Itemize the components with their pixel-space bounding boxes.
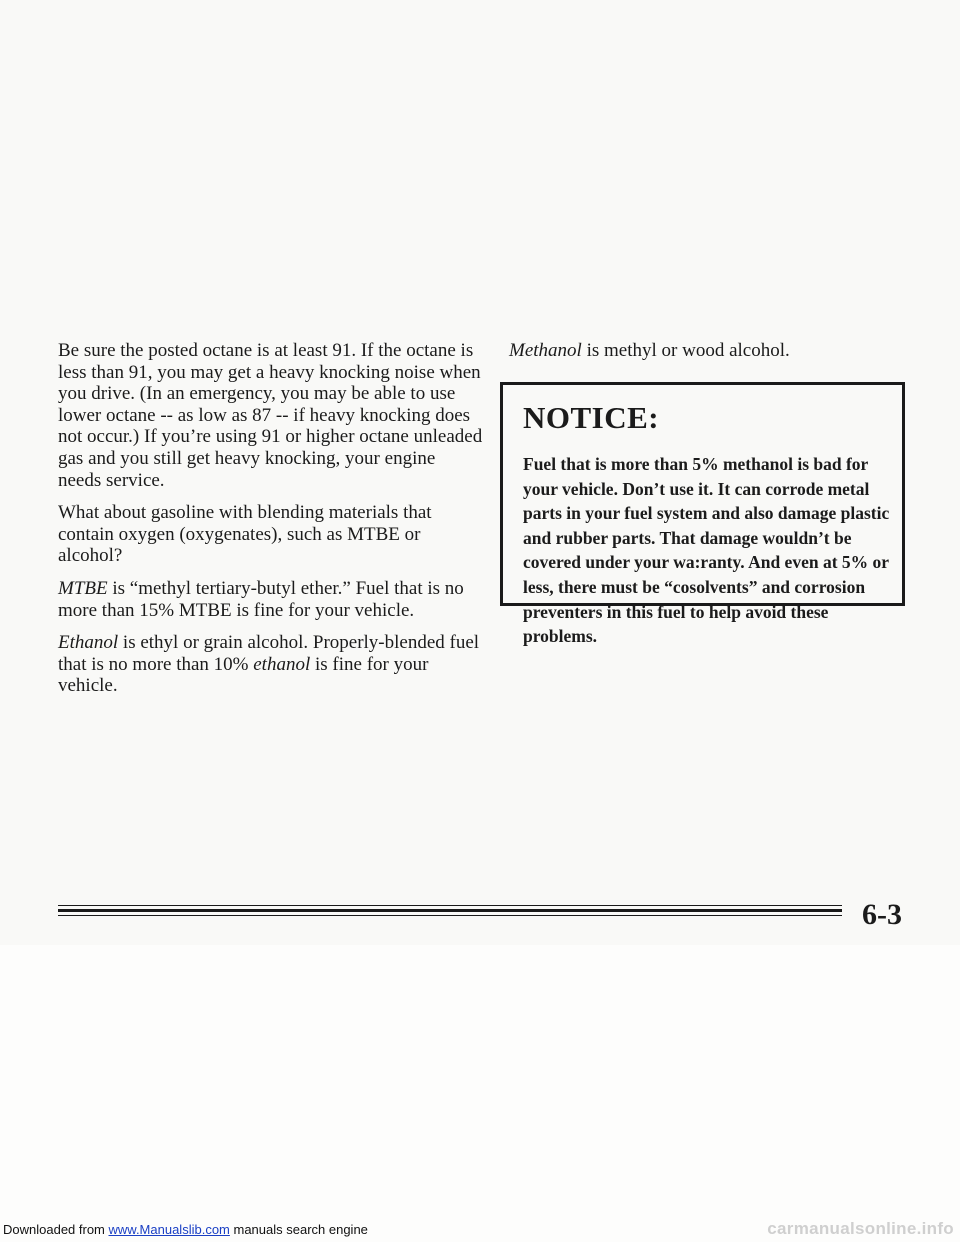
manualslib-link[interactable]: www.Manualslib.com [108,1222,230,1237]
footer-prefix: Downloaded from [3,1222,109,1237]
download-footer [3,1222,368,1237]
ethanol-text-a: is ethyl or grain alcohol. Properly-blended fuel that is no more than 10% [58,632,480,675]
left-column [58,340,483,708]
notice-title: NOTICE: [523,400,660,435]
notice-body: Fuel that is more than 5% methanol is bad for your vehicle. Don’t use it. It can corrode metal parts in your fuel system and also damage plastic and rubber parts. That damage wouldn’t be covered under your wa:ranty. And even at 5% or less, there must be “cosolvents” and corrosion preventers in this fuel to help avoid these problems. [523,454,890,647]
notice-box [500,382,905,647]
right-column [509,340,904,362]
footer-rule-thin-top [58,905,842,906]
mtbe-paragraph [58,578,483,621]
mtbe-text: is “methyl tertiary-butyl ether.” Fuel that is no more than 15% MTBE is fine for your vehicle. [58,577,464,621]
site-watermark: carmanualsonline.info [767,1219,954,1238]
mtbe-term: MTBE [58,577,108,599]
footer-rule-thin-bottom [58,915,842,916]
methanol-term: Methanol [509,340,582,361]
ethanol-term-inline: ethanol [253,653,311,675]
ethanol-term: Ethanol [58,632,119,654]
page-number: 6-3 [862,898,902,931]
methanol-text: is methyl or wood alcohol. [581,340,790,361]
ethanol-text-b: is fine for your vehicle. [58,653,429,697]
octane-paragraph: Be sure the posted octane is at least 91. If the octane is less than 91, you may get a heavy knocking noise when you drive. (In an emergency, you may be able to use lower octane -- as low as 87 -- if heavy knocking does not occur.) If you’re using 91 or higher octane unleaded gas and you still get heavy knocking, your engine needs service. [58,340,483,491]
footer-suffix: manuals search engine [229,1222,368,1237]
oxygenates-paragraph: What about gasoline with blending materials that contain oxygen (oxygenates), such as MTBE or alcohol? [58,502,432,567]
ethanol-paragraph [58,632,483,697]
methanol-paragraph [509,340,904,362]
footer-rule-thick [58,909,842,912]
